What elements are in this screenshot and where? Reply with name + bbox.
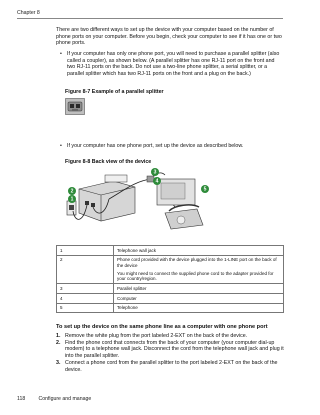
table-row: [57, 255, 284, 284]
header-divider: [17, 18, 283, 19]
step-text: Find the phone cord that connects from the back of your computer (your computer dial-up modem) to a telephone wall jack. Disconnect the cord from the telephone wall jack and plug it into the parallel splitter.: [65, 339, 284, 360]
table-row: [57, 246, 284, 256]
step-text: Connect a phone cord from the parallel splitter to the port labeled 2-EXT on the back of the device.: [65, 359, 278, 373]
legend-number: 3: [57, 284, 114, 294]
bullet-icon: •: [60, 51, 62, 57]
legend-number: 1: [57, 246, 114, 256]
splitter-in-diagram: [147, 176, 154, 182]
parallel-splitter-image: [65, 98, 85, 115]
legend-description: Parallel splitter: [114, 284, 284, 294]
svg-text:2: 2: [70, 188, 74, 195]
device-back-view-diagram: [65, 167, 210, 237]
page-footer: [17, 396, 91, 402]
step-number: 2.: [56, 339, 61, 346]
step-text: Remove the white plug from the port labeled 2-EXT on the back of the device.: [65, 333, 248, 339]
legend-number: 2: [57, 255, 114, 284]
svg-text:1: 1: [70, 196, 74, 203]
step-item: [56, 360, 284, 373]
step-item: [56, 333, 284, 340]
table-row: [57, 284, 284, 294]
svg-text:3: 3: [153, 169, 157, 176]
callout-5: [201, 185, 209, 193]
chapter-header: Chapter 8: [17, 10, 40, 16]
telephone-wall-jack: [67, 201, 76, 215]
svg-text:5: 5: [203, 186, 207, 193]
legend-number: 5: [57, 303, 114, 313]
legend-description: Telephone: [114, 303, 284, 313]
bullet-text: If your computer has one phone port, set up the device as described below.: [67, 143, 244, 149]
telephone: [165, 205, 203, 229]
callout-2: [68, 187, 76, 195]
legend-description: Telephone wall jack: [114, 246, 284, 256]
legend-description-cell: [114, 255, 284, 284]
callout-1: [68, 195, 76, 203]
bullet-text: If your computer has only one phone port, you will need to purchase a parallel splitter (also called a coupler), as shown below. (A parallel splitter has one RJ-11 port on the front and two RJ-11 ports on the back. Do not use a two-line phone splitter, a serial splitter, or a parallel splitter which has two RJ-11 ports on the front and a plug on the back.): [67, 51, 280, 77]
page-number: 118: [17, 396, 26, 402]
procedure-title: To set up the device on the same phone line as a computer with one phone port: [56, 324, 268, 330]
callout-4: [153, 177, 161, 185]
device-printer: [79, 175, 135, 221]
step-number: 3.: [56, 359, 61, 366]
callout-legend-table: [56, 245, 284, 313]
step-number: 1.: [56, 333, 61, 339]
table-row: [57, 294, 284, 304]
step-item: [56, 340, 284, 360]
figure-8-8-caption: Figure 8-8 Back view of the device: [65, 159, 152, 165]
footer-section: Configure and manage: [38, 396, 92, 402]
legend-description: Phone cord provided with the device plugged into the 1-LINE port on the back of the device: [117, 257, 277, 268]
figure-8-7-caption: Figure 8-7 Example of a parallel splitter: [65, 89, 164, 95]
computer: [157, 179, 195, 205]
legend-number: 4: [57, 294, 114, 304]
callout-3: [151, 168, 159, 176]
procedure-steps: [56, 333, 284, 373]
bullet-icon: •: [60, 143, 62, 149]
svg-text:4: 4: [155, 178, 159, 185]
legend-description: Computer: [114, 294, 284, 304]
table-row: [57, 303, 284, 313]
legend-note: You might need to connect the supplied phone cord to the adapter provided for your country/region.: [117, 271, 274, 282]
intro-paragraph: There are two different ways to set up the device with your computer based on the number of phone ports on your computer. Before you begin, check your computer to see if it has one or two phone ports.: [56, 27, 282, 47]
